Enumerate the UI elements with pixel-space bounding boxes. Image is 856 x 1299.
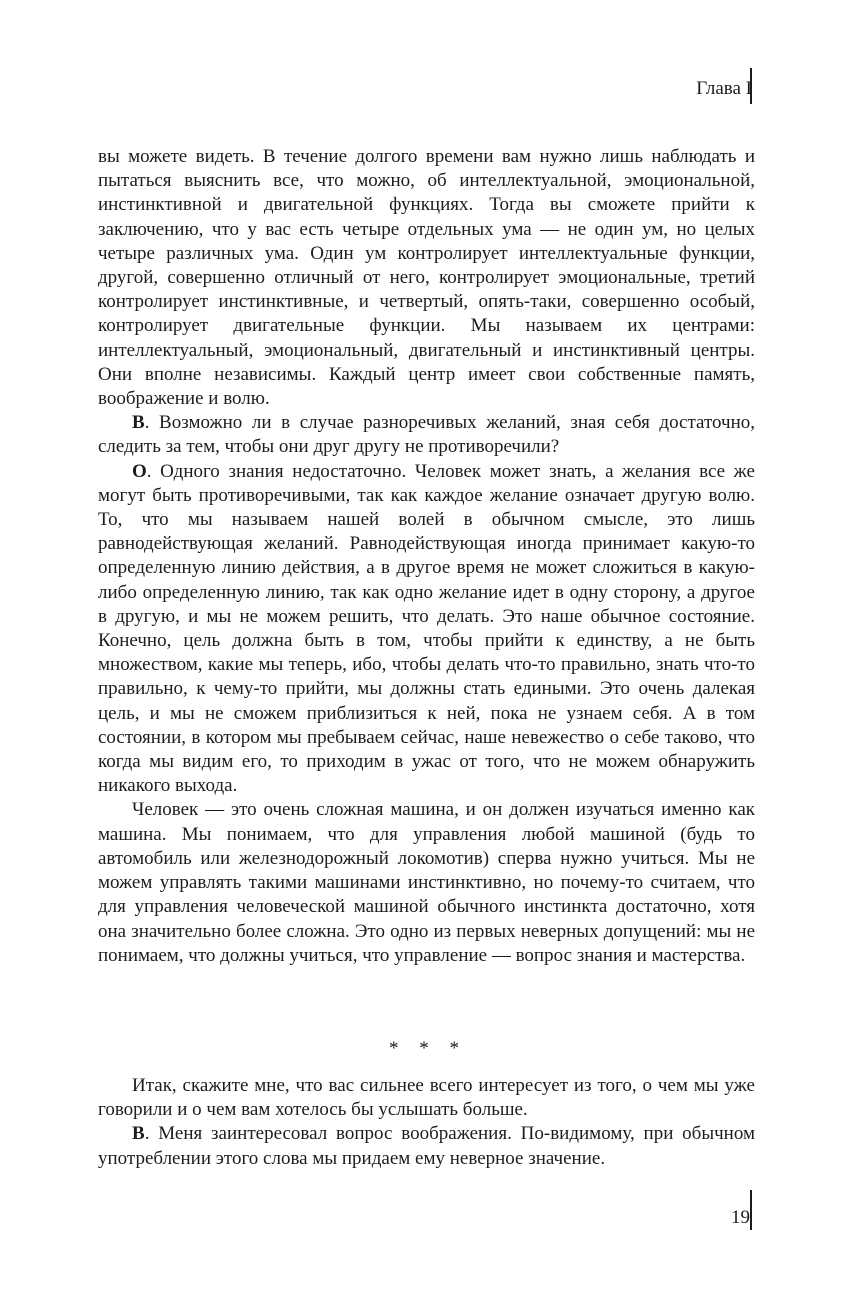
paragraph: [98, 145, 755, 411]
question-marker: В: [132, 1123, 145, 1145]
question-marker: В: [132, 412, 145, 434]
paragraph-text: . Меня заинтересовал вопрос воображения. По-видимому, при обычном употреблении этого слова мы придаем ему неверное значение.: [98, 1123, 755, 1169]
paragraph-text: вы можете видеть. В течение долгого времени вам нужно лишь наблюдать и пытаться выяснить все, что можно, об интеллектуальной, эмоциональной, инстинктивной и двигательной функциях. Тогда вы сможете прийти к заключению, что у вас есть четыре отдельных ума — не один ум, но целых четыре различных ума. Один ум контролирует интеллектуальные функции, другой, совершенно отличный от него, контролирует эмоциональные, третий контролирует инстинктивные, и четвертый, опять-таки, совершенно особый, контролирует двигательные функции. Мы называем их центрами: интеллектуальный, эмоциональный, двигательный и инстинктивный центры. Они вполне независимы. Каждый центр имеет свои собственные память, воображение и волю.: [98, 146, 755, 410]
main-text: [98, 145, 755, 968]
answer-marker: О: [132, 460, 147, 482]
paragraph-question: [98, 411, 755, 459]
page-number: 19: [731, 1207, 750, 1228]
paragraph: [98, 1074, 755, 1122]
main-text-continued: [98, 1074, 755, 1171]
paragraph: [98, 798, 755, 967]
running-header: Глава I: [696, 78, 752, 99]
paragraph-text: . Возможно ли в случае разноречивых желаний, зная себя достаточно, следить за тем, чтобы они друг другу не противоречили?: [98, 412, 755, 458]
paragraph-text: Человек — это очень сложная машина, и он должен изучаться именно как машина. Мы понимаем, что для управления любой машиной (будь то автомобиль или железнодорожный локомотив) сперва нужно учиться. Мы не можем управлять такими машинами инстинктивно, но почему-то считаем, что для управления человеческой машиной обычного инстинкта достаточно, хотя она значительно более сложна. Это одно из первых неверных допущений: мы не понимаем, что должны учиться, что управление — вопрос знания и мастерства.: [98, 799, 755, 966]
paragraph-text: . Одного знания недостаточно. Человек может знать, а желания все же могут быть противоречивыми, так как каждое желание означает другую волю. То, что мы называем нашей волей в обычном смысле, это лишь равнодействующая желаний. Равнодействующая иногда принимает какую-то определенную линию действия, а в другое время не может сложиться в какую-либо определенную линию, так как одно желание идет в одну сторону, а другое в другую, и мы не можем решить, что делать. Это наше обычное состояние. Конечно, цель должна быть в том, чтобы прийти к единству, а не быть множеством, какие мы теперь, ибо, чтобы делать что-то правильно, знать что-то правильно, к чему-то прийти, мы должны стать едиными. Это очень далекая цель, и мы не сможем приблизиться к ней, пока не узнаем себя. А в том состоянии, в котором мы пребываем сейчас, наше невежество о себе таково, что когда мы видим его, то приходим в ужас от того, что не можем обнаружить никакого выхода.: [98, 460, 755, 797]
footer-rule: [750, 1190, 752, 1230]
paragraph-question: [98, 1122, 755, 1170]
paragraph-answer: [98, 460, 755, 799]
paragraph-text: Итак, скажите мне, что вас сильнее всего интересует из того, о чем мы уже говорили и о чем вам хотелось бы услышать больше.: [98, 1075, 755, 1121]
section-separator: * * *: [389, 1038, 467, 1059]
